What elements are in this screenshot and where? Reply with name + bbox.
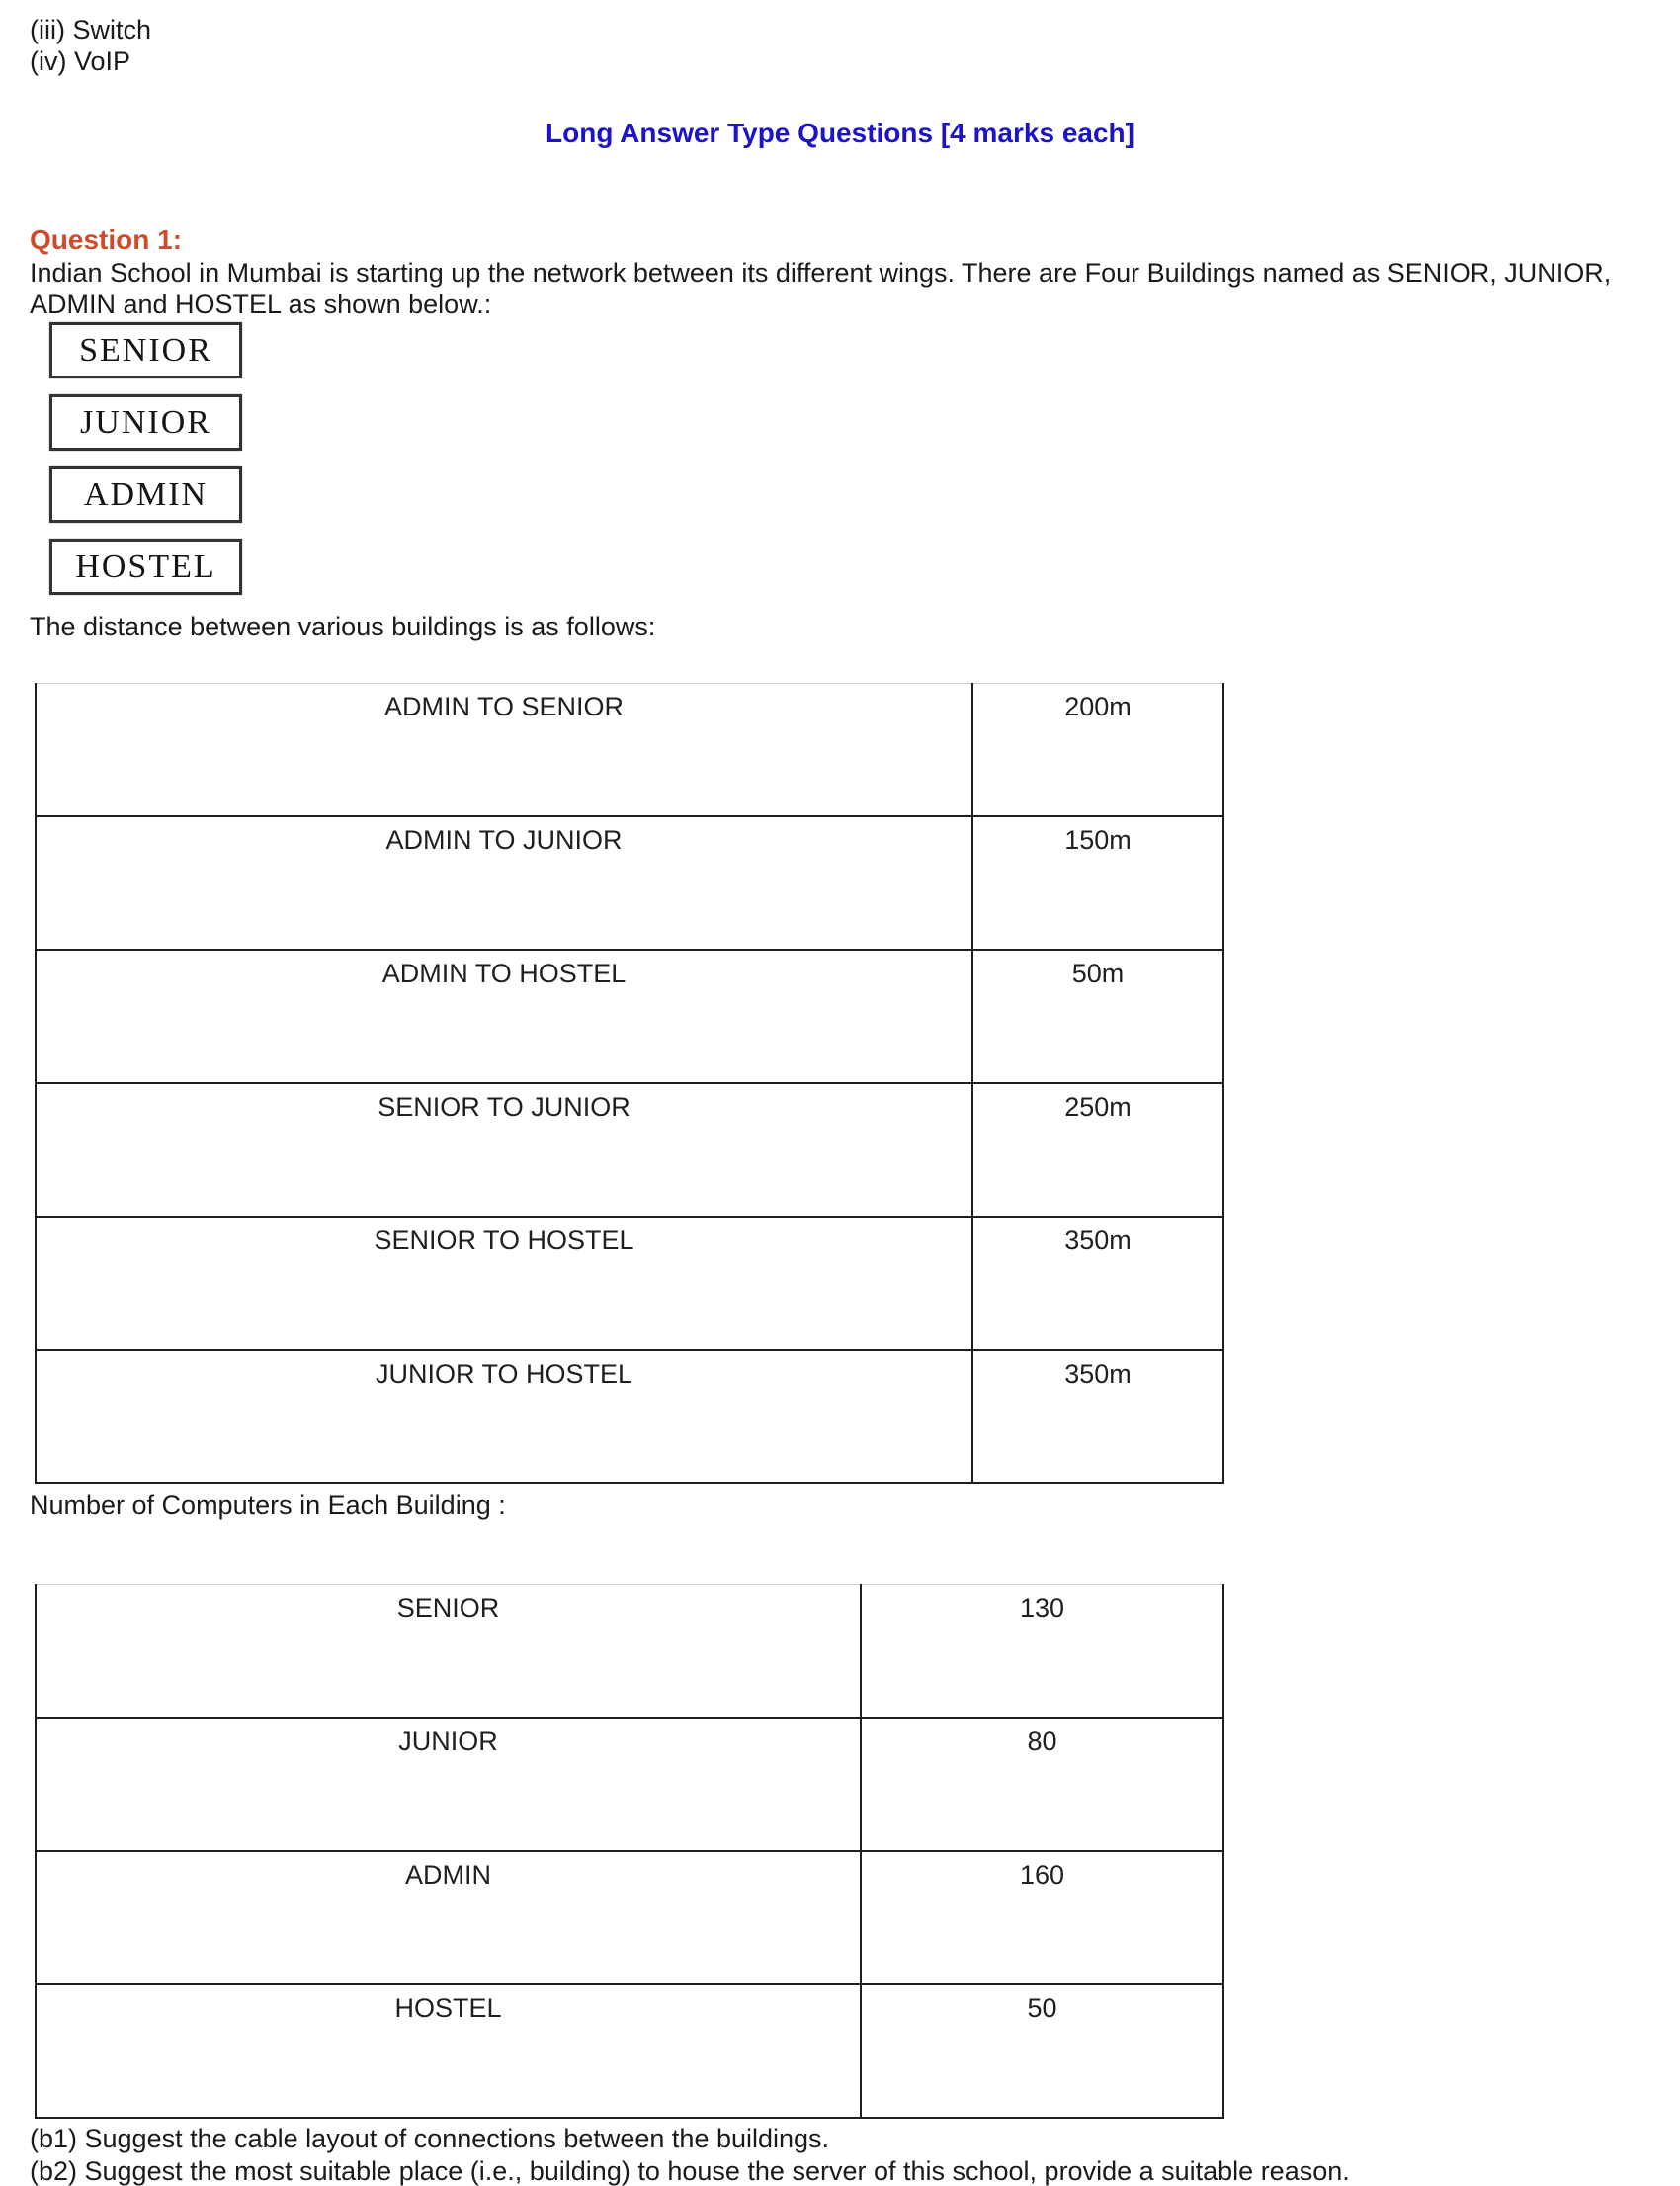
distance-cell: 350m — [972, 1217, 1223, 1350]
building-box-junior — [49, 394, 242, 451]
count-cell: 50 — [861, 1984, 1223, 2118]
table-row — [36, 1585, 1223, 1719]
building-diagram — [0, 322, 1680, 595]
route-cell: SENIOR TO HOSTEL — [36, 1217, 972, 1350]
building-label: JUNIOR — [80, 403, 211, 441]
building-cell: JUNIOR — [36, 1718, 861, 1851]
count-cell: 130 — [861, 1585, 1223, 1719]
table-row — [36, 1718, 1223, 1851]
subquestion-b2: (b2) Suggest the most suitable place (i.e., building) to house the server of this school, provide a suitable reason. — [30, 2156, 1350, 2186]
building-box-senior — [49, 322, 242, 378]
computers-table — [35, 1584, 1224, 2119]
table-row — [36, 684, 1223, 817]
computers-intro-text: Number of Computers in Each Building : — [30, 1490, 506, 1520]
route-cell: SENIOR TO JUNIOR — [36, 1083, 972, 1217]
distance-table — [35, 683, 1224, 1484]
table-row — [36, 1083, 1223, 1217]
building-cell: HOSTEL — [36, 1984, 861, 2118]
count-cell: 80 — [861, 1718, 1223, 1851]
route-cell: ADMIN TO JUNIOR — [36, 816, 972, 950]
count-cell: 160 — [861, 1851, 1223, 1984]
section-heading: Long Answer Type Questions [4 marks each] — [546, 118, 1134, 148]
distance-cell: 350m — [972, 1350, 1223, 1483]
subquestion-b1: (b1) Suggest the cable layout of connections between the buildings. — [30, 2124, 830, 2153]
option-iii-switch: (iii) Switch — [30, 15, 152, 44]
distance-cell: 50m — [972, 950, 1223, 1083]
route-cell: JUNIOR TO HOSTEL — [36, 1350, 972, 1483]
route-cell: ADMIN TO HOSTEL — [36, 950, 972, 1083]
distance-cell: 200m — [972, 684, 1223, 817]
building-cell: SENIOR — [36, 1585, 861, 1719]
question-label: Question 1: — [30, 224, 183, 255]
table-row — [36, 950, 1223, 1083]
building-box-hostel — [49, 539, 242, 595]
distance-intro-text: The distance between various buildings is as follows: — [30, 612, 656, 641]
building-label: ADMIN — [83, 475, 209, 513]
building-box-admin — [49, 466, 242, 523]
question-text: Indian School in Mumbai is starting up the network between its different wings. There are Four Buildings named as SENIOR, JUNIOR, ADMIN and HOSTEL as shown below.: — [30, 258, 1612, 319]
building-label: HOSTEL — [75, 547, 216, 585]
table-row — [36, 1350, 1223, 1483]
building-cell: ADMIN — [36, 1851, 861, 1984]
table-row — [36, 816, 1223, 950]
table-row — [36, 1984, 1223, 2118]
route-cell: ADMIN TO SENIOR — [36, 684, 972, 817]
distance-cell: 250m — [972, 1083, 1223, 1217]
table-row — [36, 1217, 1223, 1350]
table-row — [36, 1851, 1223, 1984]
building-label: SENIOR — [79, 331, 212, 369]
option-iv-voip: (iv) VoIP — [30, 46, 131, 76]
distance-cell: 150m — [972, 816, 1223, 950]
